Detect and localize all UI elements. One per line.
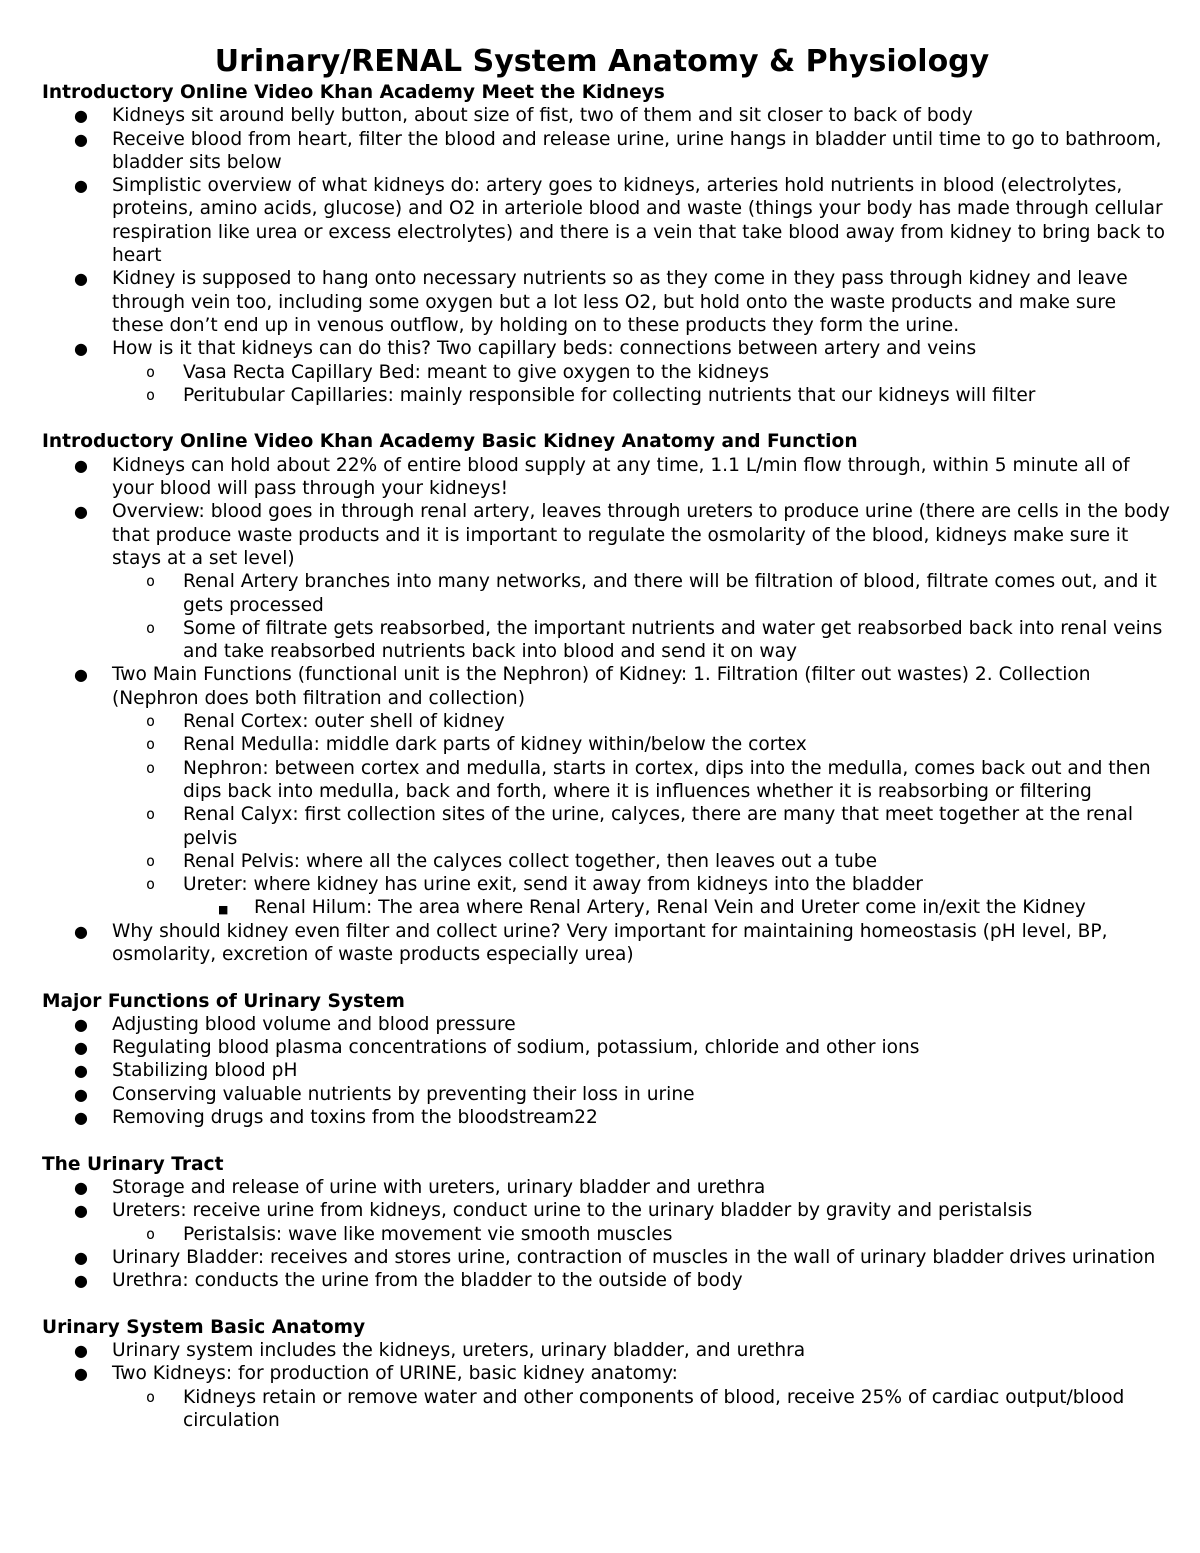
section — [42, 430, 1172, 966]
hollow-circle-bullet-icon: o — [146, 1387, 156, 1406]
section — [42, 1316, 1172, 1432]
bullet-list — [42, 454, 1172, 967]
list-item — [42, 1013, 1172, 1036]
list-item-text: Two Kidneys: for production of URINE, basic kidney anatomy: — [112, 1363, 678, 1385]
document-page — [42, 0, 1172, 1432]
filled-circle-bullet-icon: ● — [74, 129, 88, 149]
filled-circle-bullet-icon: ● — [74, 1247, 88, 1267]
square-bullet-icon: ■ — [218, 903, 229, 917]
list-item-text: Conserving valuable nutrients by preventing their loss in urine — [112, 1083, 695, 1105]
list-item — [42, 803, 1172, 850]
list-item — [42, 733, 1172, 756]
list-item — [42, 454, 1172, 501]
list-item-text: Urinary system includes the kidneys, ureters, urinary bladder, and urethra — [112, 1340, 806, 1362]
list-item-text: Overview: blood goes in through renal artery, leaves through ureters to produce urine (there are cells in the body that produce waste products and it is important to regulate the osmolarity of the blood, kidneys make sure it stays at a set level) — [112, 501, 1170, 569]
section — [42, 1153, 1172, 1293]
list-item — [42, 1036, 1172, 1059]
list-item-text: Regulating blood plasma concentrations of sodium, potassium, chloride and other ions — [112, 1037, 920, 1059]
list-item — [42, 128, 1172, 175]
filled-circle-bullet-icon: ● — [74, 1084, 88, 1104]
list-item — [42, 1106, 1172, 1129]
filled-circle-bullet-icon: ● — [74, 921, 88, 941]
list-item-text: Peristalsis: wave like movement vie smooth muscles — [183, 1223, 673, 1245]
filled-circle-bullet-icon: ● — [74, 502, 88, 522]
hollow-circle-bullet-icon: o — [146, 618, 156, 637]
filled-circle-bullet-icon: ● — [74, 339, 88, 359]
list-item — [42, 267, 1172, 337]
hollow-circle-bullet-icon: o — [146, 362, 156, 381]
section-heading: Introductory Online Video Khan Academy Meet the Kidneys — [42, 82, 665, 103]
bullet-list — [42, 1176, 1172, 1292]
list-item-text: Two Main Functions (functional unit is the Nephron) of Kidney: 1. Filtration (filter out wastes) 2. Collection (Nephron does both filtration and collection) — [112, 664, 1091, 709]
list-item-text: Removing drugs and toxins from the bloodstream22 — [112, 1107, 598, 1129]
hollow-circle-bullet-icon: o — [146, 805, 156, 824]
list-item — [42, 1339, 1172, 1362]
list-item — [42, 1083, 1172, 1106]
filled-circle-bullet-icon: ● — [74, 1341, 88, 1361]
list-item — [42, 896, 1172, 919]
list-item — [42, 1059, 1172, 1082]
hollow-circle-bullet-icon: o — [146, 851, 156, 870]
list-item-text: Urethra: conducts the urine from the bladder to the outside of body — [112, 1270, 743, 1292]
section — [42, 81, 1172, 407]
section-heading: Urinary System Basic Anatomy — [42, 1316, 366, 1338]
hollow-circle-bullet-icon: o — [146, 735, 156, 754]
list-item — [42, 1362, 1172, 1385]
hollow-circle-bullet-icon: o — [146, 1224, 156, 1243]
bullet-list — [42, 104, 1172, 407]
list-item — [42, 1386, 1172, 1433]
filled-circle-bullet-icon: ● — [74, 455, 88, 475]
filled-circle-bullet-icon: ● — [74, 106, 88, 126]
document-title: Urinary/RENAL System Anatomy & Physiology — [214, 44, 990, 79]
list-item-text: Renal Pelvis: where all the calyces collect together, then leaves out a tube — [183, 850, 878, 872]
list-item-text: Renal Hilum: The area where Renal Artery, Renal Vein and Ureter come in/exit the Kidney — [254, 897, 1086, 919]
filled-circle-bullet-icon: ● — [74, 1014, 88, 1034]
list-item — [42, 570, 1172, 617]
list-item — [42, 384, 1172, 407]
sections-container — [42, 81, 1172, 1432]
list-item — [42, 174, 1172, 267]
list-item-text: Simplistic overview of what kidneys do: artery goes to kidneys, arteries hold nutrients in blood (electrolytes, proteins, amino acids, glucose) and O2 in arteriole blood and waste (things your body has made through cellular respiration like urea or excess electrolytes) and there is a vein that take blood away from kidney to bring back to heart — [112, 175, 1166, 267]
list-item-text: Vasa Recta Capillary Bed: meant to give oxygen to the kidneys — [183, 361, 770, 383]
filled-circle-bullet-icon: ● — [74, 1108, 88, 1128]
list-item-text: Renal Calyx: first collection sites of the urine, calyces, there are many that meet together at the renal pelvis — [183, 804, 1134, 849]
hollow-circle-bullet-icon: o — [146, 758, 156, 777]
filled-circle-bullet-icon: ● — [74, 269, 88, 289]
filled-circle-bullet-icon: ● — [74, 1364, 88, 1384]
list-item — [42, 337, 1172, 360]
list-item — [42, 710, 1172, 733]
list-item — [42, 500, 1172, 570]
filled-circle-bullet-icon: ● — [74, 1201, 88, 1221]
list-item — [42, 617, 1172, 664]
list-item-text: Adjusting blood volume and blood pressure — [112, 1013, 516, 1035]
hollow-circle-bullet-icon: o — [146, 385, 156, 404]
list-item-text: Renal Medulla: middle dark parts of kidney within/below the cortex — [183, 734, 807, 756]
list-item — [42, 873, 1172, 896]
list-item-text: Kidneys retain or remove water and other components of blood, receive 25% of cardiac output/blood circulation — [183, 1386, 1125, 1431]
filled-circle-bullet-icon: ● — [74, 1271, 88, 1291]
filled-circle-bullet-icon: ● — [74, 176, 88, 196]
list-item — [42, 920, 1172, 967]
list-item-text: Renal Artery branches into many networks, and there will be filtration of blood, filtrate comes out, and it gets processed — [183, 571, 1157, 616]
list-item-text: Kidneys can hold about 22% of entire blood supply at any time, 1.1 L/min flow through, within 5 minute all of your blood will pass through your kidneys! — [112, 454, 1130, 500]
list-item-text: Nephron: between cortex and medulla, starts in cortex, dips into the medulla, comes back out and then dips back into medulla, back and forth, where it is influences whether it is reabsorbing or filtering — [183, 757, 1151, 802]
section — [42, 990, 1172, 1130]
list-item — [42, 1176, 1172, 1199]
list-item — [42, 361, 1172, 384]
list-item-text: Receive blood from heart, filter the blood and release urine, urine hangs in bladder until time to go to bathroom, bladder sits below — [112, 128, 1162, 173]
filled-circle-bullet-icon: ● — [74, 1038, 88, 1058]
section-heading: The Urinary Tract — [42, 1153, 224, 1175]
list-item-text: How is it that kidneys can do this? Two capillary beds: connections between artery and veins — [112, 338, 977, 360]
bullet-list — [42, 1013, 1172, 1129]
list-item-text: Ureter: where kidney has urine exit, send it away from kidneys into the bladder — [183, 874, 923, 896]
list-item — [42, 104, 1172, 127]
section-heading: Introductory Online Video Khan Academy Basic Kidney Anatomy and Function — [42, 431, 858, 453]
list-item-text: Kidneys sit around belly button, about size of fist, two of them and sit closer to back of body — [112, 105, 973, 127]
list-item-text: Some of filtrate gets reabsorbed, the important nutrients and water get reabsorbed back into renal veins and take reabsorbed nutrients back into blood and send it on way — [183, 617, 1163, 663]
list-item-text: Kidney is supposed to hang onto necessary nutrients so as they come in they pass through kidney and leave through vein too, including some oxygen but a lot less O2, but hold onto the waste products and make sure these don’t end up in venous outflow, by holding on to these products they form the urine. — [112, 268, 1128, 336]
list-item-text: Storage and release of urine with ureters, urinary bladder and urethra — [112, 1176, 766, 1198]
filled-circle-bullet-icon: ● — [74, 665, 88, 685]
list-item-text: Peritubular Capillaries: mainly responsible for collecting nutrients that our kidneys will filter — [183, 384, 1036, 406]
list-item — [42, 757, 1172, 804]
list-item — [42, 1199, 1172, 1222]
list-item — [42, 850, 1172, 873]
hollow-circle-bullet-icon: o — [146, 572, 156, 591]
list-item-text: Ureters: receive urine from kidneys, conduct urine to the urinary bladder by gravity and peristalsis — [112, 1200, 1033, 1222]
hollow-circle-bullet-icon: o — [146, 712, 156, 731]
list-item-text: Why should kidney even filter and collect urine? Very important for maintaining homeostasis (pH level, BP, osmolarity, excretion of waste products especially urea) — [112, 920, 1108, 965]
list-item-text: Stabilizing blood pH — [112, 1060, 298, 1082]
list-item — [42, 1223, 1172, 1246]
hollow-circle-bullet-icon: o — [146, 875, 156, 894]
list-item — [42, 1269, 1172, 1292]
list-item-text: Urinary Bladder: receives and stores urine, contraction of muscles in the wall of urinary bladder drives urination — [112, 1246, 1156, 1268]
list-item — [42, 1246, 1172, 1269]
section-heading: Major Functions of Urinary System — [42, 990, 405, 1012]
list-item — [42, 663, 1172, 710]
bullet-list — [42, 1339, 1172, 1432]
filled-circle-bullet-icon: ● — [74, 1177, 88, 1197]
filled-circle-bullet-icon: ● — [74, 1061, 88, 1081]
list-item-text: Renal Cortex: outer shell of kidney — [183, 711, 505, 733]
